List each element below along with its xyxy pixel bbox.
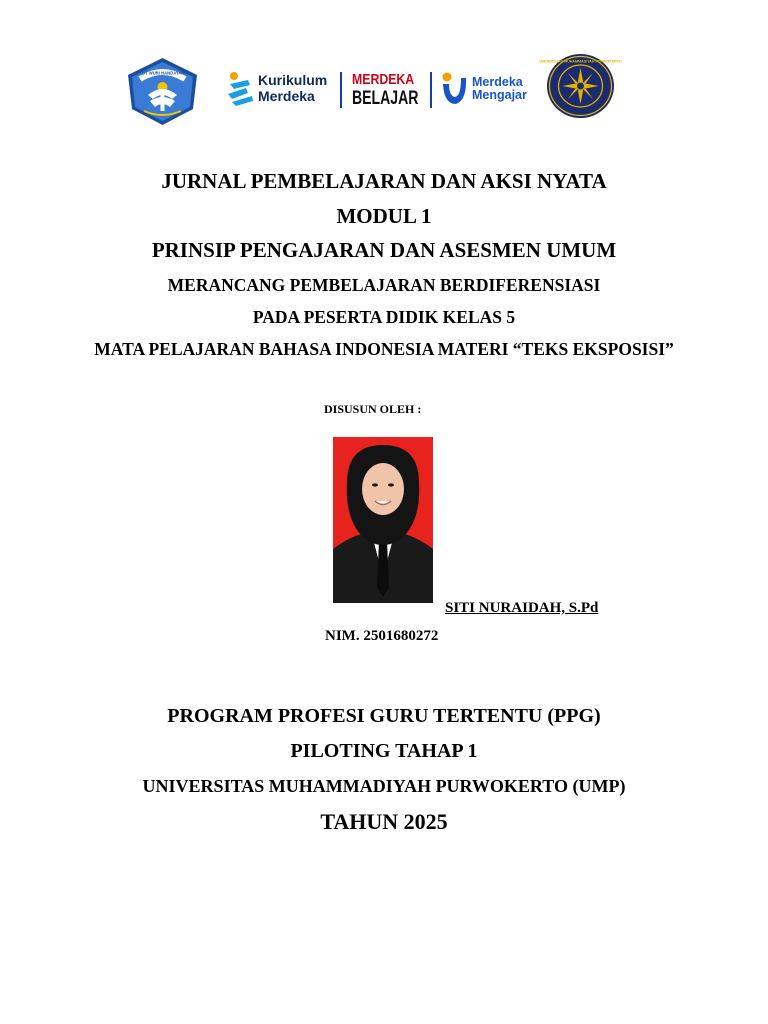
kurikulum-line1: Kurikulum bbox=[258, 72, 328, 88]
ump-arc-text: UNIVERSITAS MUHAMMADIYAH PURWOKERTO bbox=[539, 59, 622, 64]
title-line-2: MODUL 1 bbox=[336, 204, 432, 228]
program-line-4: TAHUN 2025 bbox=[320, 809, 448, 834]
merdeka-mengajar-line2: Mengajar bbox=[472, 88, 527, 102]
program-line-2: PILOTING TAHAP 1 bbox=[290, 740, 478, 762]
ump-university-seal-logo bbox=[539, 53, 622, 119]
merdeka-belajar-logo bbox=[352, 71, 420, 109]
merdeka-belajar-line1: MERDEKA bbox=[352, 71, 415, 88]
subtitle-line-3: MATA PELAJARAN BAHASA INDONESIA MATERI “TEKS EKSPOSISI” bbox=[94, 339, 674, 359]
merdeka-mengajar-logo bbox=[440, 70, 536, 108]
kurikulum-line2: Merdeka bbox=[258, 88, 315, 104]
logo-divider bbox=[340, 72, 342, 108]
author-photo bbox=[333, 437, 433, 603]
title-line-1: JURNAL PEMBELAJARAN DAN AKSI NYATA bbox=[161, 169, 607, 193]
tut-wuri-handayani-logo bbox=[126, 57, 199, 126]
subtitle-line-2: PADA PESERTA DIDIK KELAS 5 bbox=[252, 307, 516, 327]
kurikulum-merdeka-logo bbox=[226, 70, 332, 108]
merdeka-mengajar-line1: Merdeka bbox=[472, 75, 523, 89]
author-name: SITI NURAIDAH, S.Pd bbox=[445, 600, 599, 616]
subtitle-line-1: MERANCANG PEMBELAJARAN BERDIFERENSIASI bbox=[167, 275, 601, 295]
logo-divider bbox=[430, 72, 432, 108]
author-label: DISUSUN OLEH : bbox=[324, 402, 422, 416]
tutwuri-arc-text: TUT WURI HANDAYANI bbox=[139, 70, 186, 76]
title-line-3: PRINSIP PENGAJARAN DAN ASESMEN UMUM bbox=[151, 238, 617, 262]
author-nim: NIM. 2501680272 bbox=[325, 628, 439, 644]
program-line-1: PROGRAM PROFESI GURU TERTENTU (PPG) bbox=[167, 705, 601, 727]
merdeka-belajar-line2: BELAJAR bbox=[352, 88, 419, 109]
program-line-3: UNIVERSITAS MUHAMMADIYAH PURWOKERTO (UMP) bbox=[142, 776, 626, 796]
